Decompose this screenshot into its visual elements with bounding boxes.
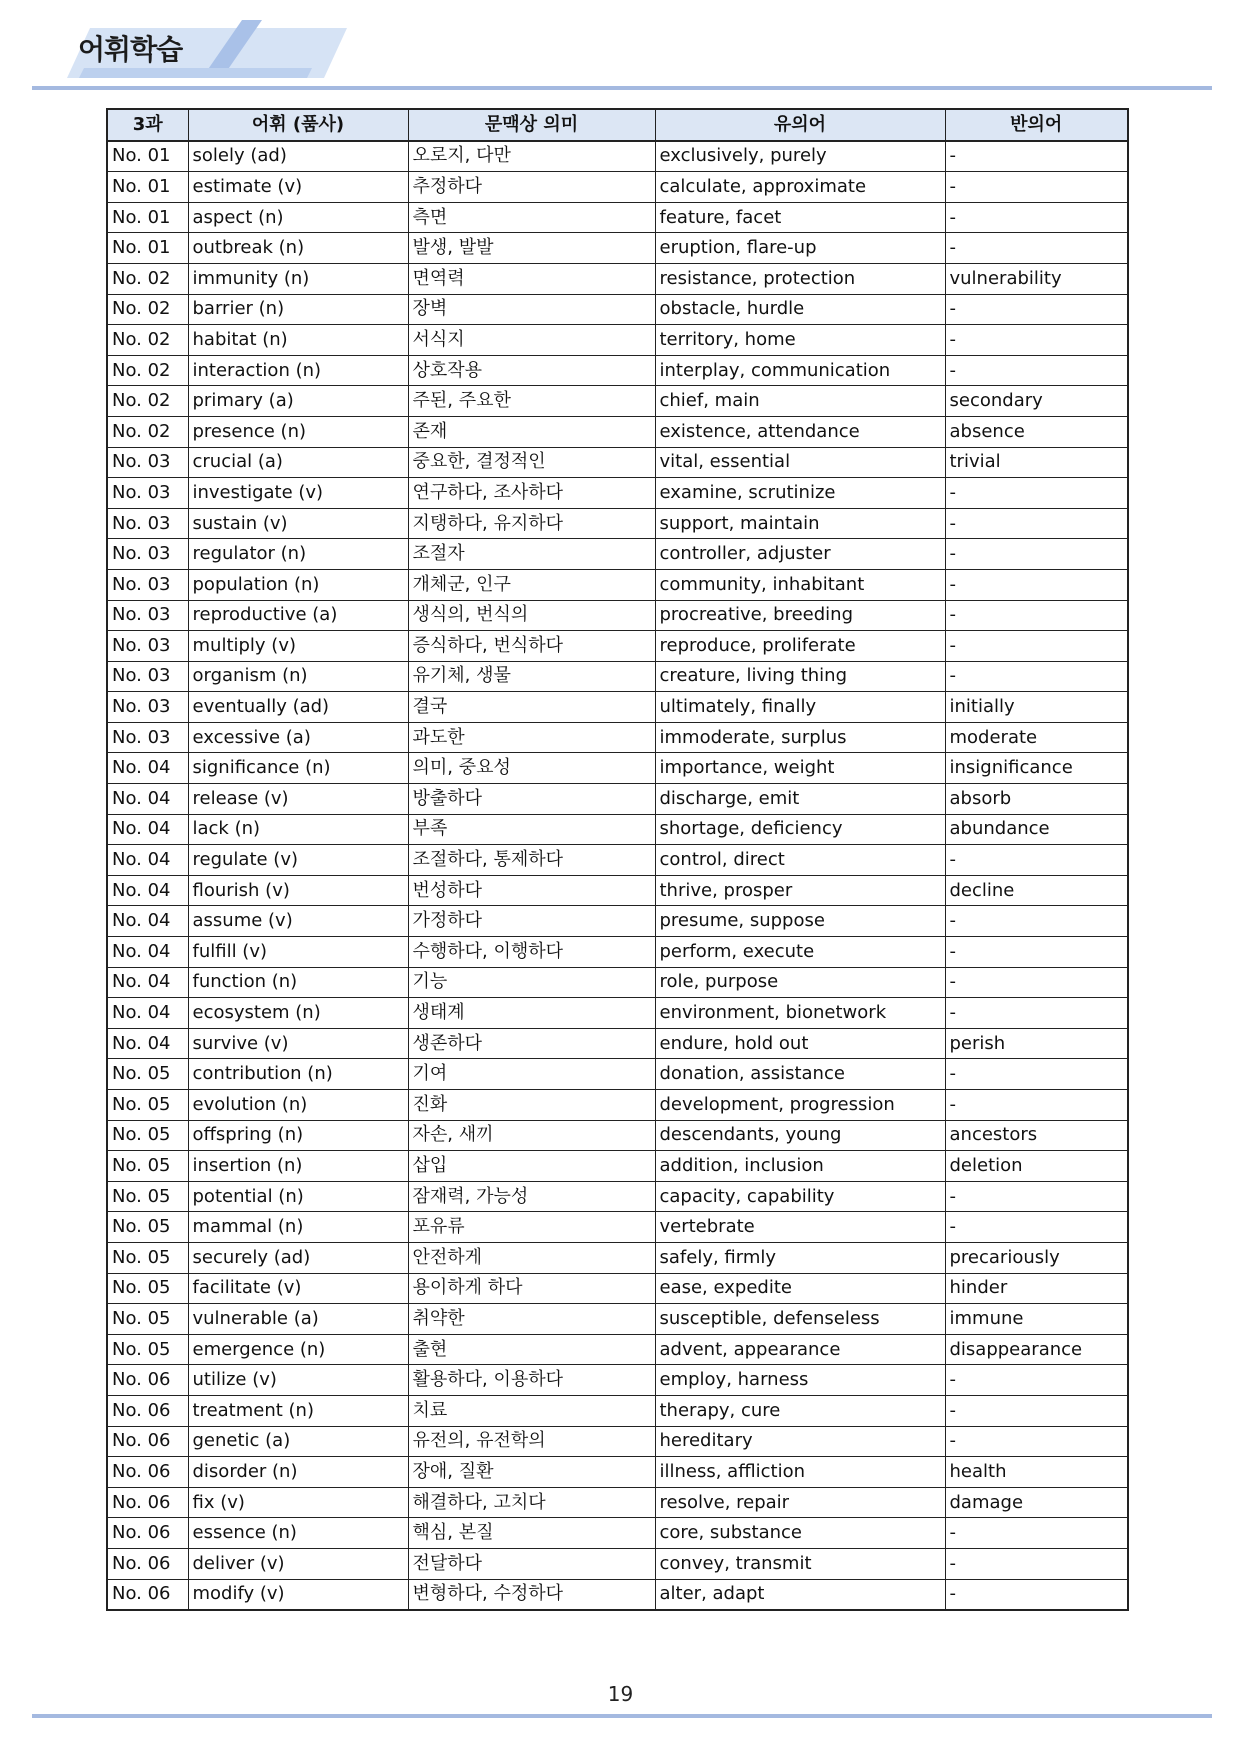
cell-antonyms: - bbox=[945, 325, 1128, 356]
cell-meaning: 발생, 발발 bbox=[408, 233, 655, 264]
cell-synonyms: employ, harness bbox=[655, 1365, 945, 1396]
cell-synonyms: endure, hold out bbox=[655, 1028, 945, 1059]
cell-lesson: No. 03 bbox=[107, 478, 188, 509]
cell-lesson: No. 03 bbox=[107, 722, 188, 753]
cell-synonyms: reproduce, proliferate bbox=[655, 631, 945, 662]
cell-lesson: No. 04 bbox=[107, 967, 188, 998]
cell-meaning: 조절하다, 통제하다 bbox=[408, 845, 655, 876]
cell-synonyms: vital, essential bbox=[655, 447, 945, 478]
cell-antonyms: - bbox=[945, 845, 1128, 876]
cell-synonyms: controller, adjuster bbox=[655, 539, 945, 570]
cell-antonyms: - bbox=[945, 569, 1128, 600]
cell-antonyms: - bbox=[945, 631, 1128, 662]
cell-word: flourish (v) bbox=[188, 875, 408, 906]
cell-antonyms: precariously bbox=[945, 1242, 1128, 1273]
cell-lesson: No. 03 bbox=[107, 508, 188, 539]
cell-antonyms: abundance bbox=[945, 814, 1128, 845]
cell-meaning: 지탱하다, 유지하다 bbox=[408, 508, 655, 539]
cell-meaning: 오로지, 다만 bbox=[408, 141, 655, 172]
cell-lesson: No. 06 bbox=[107, 1395, 188, 1426]
cell-antonyms: hinder bbox=[945, 1273, 1128, 1304]
cell-lesson: No. 02 bbox=[107, 294, 188, 325]
table-row bbox=[107, 355, 1128, 386]
cell-synonyms: susceptible, defenseless bbox=[655, 1304, 945, 1335]
cell-antonyms: decline bbox=[945, 875, 1128, 906]
cell-synonyms: examine, scrutinize bbox=[655, 478, 945, 509]
cell-antonyms: - bbox=[945, 1426, 1128, 1457]
table-row bbox=[107, 692, 1128, 723]
top-divider bbox=[32, 86, 1212, 90]
table-row bbox=[107, 937, 1128, 968]
cell-lesson: No. 05 bbox=[107, 1090, 188, 1121]
table-row bbox=[107, 1304, 1128, 1335]
cell-meaning: 치료 bbox=[408, 1395, 655, 1426]
cell-synonyms: ease, expedite bbox=[655, 1273, 945, 1304]
cell-lesson: No. 04 bbox=[107, 784, 188, 815]
table-row bbox=[107, 875, 1128, 906]
cell-synonyms: exclusively, purely bbox=[655, 141, 945, 172]
cell-lesson: No. 06 bbox=[107, 1548, 188, 1579]
cell-lesson: No. 03 bbox=[107, 539, 188, 570]
cell-synonyms: hereditary bbox=[655, 1426, 945, 1457]
table-row bbox=[107, 722, 1128, 753]
cell-synonyms: advent, appearance bbox=[655, 1334, 945, 1365]
cell-meaning: 유전의, 유전학의 bbox=[408, 1426, 655, 1457]
cell-lesson: No. 06 bbox=[107, 1518, 188, 1549]
column-header-antonyms: 반의어 bbox=[945, 109, 1128, 141]
cell-meaning: 핵심, 본질 bbox=[408, 1518, 655, 1549]
cell-meaning: 부족 bbox=[408, 814, 655, 845]
cell-meaning: 변형하다, 수정하다 bbox=[408, 1579, 655, 1610]
cell-meaning: 안전하게 bbox=[408, 1242, 655, 1273]
table-row bbox=[107, 1426, 1128, 1457]
cell-word: utilize (v) bbox=[188, 1365, 408, 1396]
cell-word: mammal (n) bbox=[188, 1212, 408, 1243]
cell-word: insertion (n) bbox=[188, 1151, 408, 1182]
table-row bbox=[107, 294, 1128, 325]
cell-word: offspring (n) bbox=[188, 1120, 408, 1151]
cell-lesson: No. 06 bbox=[107, 1426, 188, 1457]
cell-synonyms: core, substance bbox=[655, 1518, 945, 1549]
cell-meaning: 취약한 bbox=[408, 1304, 655, 1335]
cell-antonyms: - bbox=[945, 202, 1128, 233]
cell-meaning: 결국 bbox=[408, 692, 655, 723]
table-row bbox=[107, 1273, 1128, 1304]
cell-antonyms: - bbox=[945, 906, 1128, 937]
vocabulary-table bbox=[106, 108, 1129, 1611]
cell-antonyms: - bbox=[945, 355, 1128, 386]
cell-word: modify (v) bbox=[188, 1579, 408, 1610]
cell-meaning: 면역력 bbox=[408, 263, 655, 294]
cell-meaning: 주된, 주요한 bbox=[408, 386, 655, 417]
cell-lesson: No. 05 bbox=[107, 1334, 188, 1365]
cell-antonyms: vulnerability bbox=[945, 263, 1128, 294]
table-row bbox=[107, 1181, 1128, 1212]
cell-word: eventually (ad) bbox=[188, 692, 408, 723]
cell-lesson: No. 04 bbox=[107, 753, 188, 784]
cell-synonyms: ultimately, finally bbox=[655, 692, 945, 723]
cell-synonyms: resistance, protection bbox=[655, 263, 945, 294]
cell-meaning: 의미, 중요성 bbox=[408, 753, 655, 784]
table-row bbox=[107, 753, 1128, 784]
cell-synonyms: control, direct bbox=[655, 845, 945, 876]
cell-synonyms: presume, suppose bbox=[655, 906, 945, 937]
table-row bbox=[107, 539, 1128, 570]
cell-meaning: 용이하게 하다 bbox=[408, 1273, 655, 1304]
cell-antonyms: - bbox=[945, 294, 1128, 325]
cell-synonyms: eruption, flare-up bbox=[655, 233, 945, 264]
cell-antonyms: absence bbox=[945, 416, 1128, 447]
cell-meaning: 기능 bbox=[408, 967, 655, 998]
cell-meaning: 기여 bbox=[408, 1059, 655, 1090]
cell-synonyms: perform, execute bbox=[655, 937, 945, 968]
cell-meaning: 서식지 bbox=[408, 325, 655, 356]
cell-word: release (v) bbox=[188, 784, 408, 815]
cell-word: survive (v) bbox=[188, 1028, 408, 1059]
cell-meaning: 생태계 bbox=[408, 998, 655, 1029]
cell-word: regulate (v) bbox=[188, 845, 408, 876]
cell-word: significance (n) bbox=[188, 753, 408, 784]
cell-antonyms: perish bbox=[945, 1028, 1128, 1059]
cell-synonyms: immoderate, surplus bbox=[655, 722, 945, 753]
cell-synonyms: community, inhabitant bbox=[655, 569, 945, 600]
cell-synonyms: resolve, repair bbox=[655, 1487, 945, 1518]
cell-meaning: 과도한 bbox=[408, 722, 655, 753]
cell-lesson: No. 02 bbox=[107, 325, 188, 356]
cell-synonyms: role, purpose bbox=[655, 967, 945, 998]
cell-antonyms: absorb bbox=[945, 784, 1128, 815]
cell-meaning: 존재 bbox=[408, 416, 655, 447]
cell-lesson: No. 04 bbox=[107, 875, 188, 906]
cell-word: presence (n) bbox=[188, 416, 408, 447]
table-row bbox=[107, 1212, 1128, 1243]
cell-synonyms: support, maintain bbox=[655, 508, 945, 539]
cell-synonyms: vertebrate bbox=[655, 1212, 945, 1243]
table-row bbox=[107, 569, 1128, 600]
cell-word: excessive (a) bbox=[188, 722, 408, 753]
cell-synonyms: descendants, young bbox=[655, 1120, 945, 1151]
cell-antonyms: - bbox=[945, 141, 1128, 172]
table-row bbox=[107, 1365, 1128, 1396]
cell-synonyms: thrive, prosper bbox=[655, 875, 945, 906]
cell-lesson: No. 02 bbox=[107, 263, 188, 294]
cell-meaning: 진화 bbox=[408, 1090, 655, 1121]
cell-meaning: 장애, 질환 bbox=[408, 1457, 655, 1488]
cell-meaning: 번성하다 bbox=[408, 875, 655, 906]
cell-lesson: No. 01 bbox=[107, 202, 188, 233]
cell-synonyms: procreative, breeding bbox=[655, 600, 945, 631]
table-row bbox=[107, 202, 1128, 233]
bottom-divider bbox=[32, 1714, 1212, 1718]
cell-antonyms: moderate bbox=[945, 722, 1128, 753]
table-row bbox=[107, 325, 1128, 356]
table-row bbox=[107, 141, 1128, 172]
cell-word: emergence (n) bbox=[188, 1334, 408, 1365]
table-row bbox=[107, 1548, 1128, 1579]
cell-word: barrier (n) bbox=[188, 294, 408, 325]
cell-antonyms: ancestors bbox=[945, 1120, 1128, 1151]
cell-meaning: 자손, 새끼 bbox=[408, 1120, 655, 1151]
cell-word: outbreak (n) bbox=[188, 233, 408, 264]
column-header-word: 어휘 (품사) bbox=[188, 109, 408, 141]
cell-lesson: No. 06 bbox=[107, 1579, 188, 1610]
cell-antonyms: health bbox=[945, 1457, 1128, 1488]
cell-word: facilitate (v) bbox=[188, 1273, 408, 1304]
table-row bbox=[107, 600, 1128, 631]
cell-meaning: 장벽 bbox=[408, 294, 655, 325]
cell-synonyms: environment, bionetwork bbox=[655, 998, 945, 1029]
cell-meaning: 조절자 bbox=[408, 539, 655, 570]
cell-lesson: No. 03 bbox=[107, 631, 188, 662]
cell-word: evolution (n) bbox=[188, 1090, 408, 1121]
table-row bbox=[107, 1120, 1128, 1151]
cell-meaning: 해결하다, 고치다 bbox=[408, 1487, 655, 1518]
cell-lesson: No. 06 bbox=[107, 1365, 188, 1396]
cell-antonyms: - bbox=[945, 600, 1128, 631]
cell-meaning: 추정하다 bbox=[408, 172, 655, 203]
cell-antonyms: - bbox=[945, 1212, 1128, 1243]
cell-lesson: No. 04 bbox=[107, 845, 188, 876]
cell-synonyms: convey, transmit bbox=[655, 1548, 945, 1579]
cell-antonyms: - bbox=[945, 1365, 1128, 1396]
cell-synonyms: capacity, capability bbox=[655, 1181, 945, 1212]
cell-antonyms: - bbox=[945, 233, 1128, 264]
cell-lesson: No. 01 bbox=[107, 141, 188, 172]
cell-word: contribution (n) bbox=[188, 1059, 408, 1090]
cell-synonyms: obstacle, hurdle bbox=[655, 294, 945, 325]
cell-lesson: No. 04 bbox=[107, 906, 188, 937]
cell-meaning: 중요한, 결정적인 bbox=[408, 447, 655, 478]
cell-word: assume (v) bbox=[188, 906, 408, 937]
cell-lesson: No. 04 bbox=[107, 1028, 188, 1059]
cell-lesson: No. 01 bbox=[107, 172, 188, 203]
cell-synonyms: interplay, communication bbox=[655, 355, 945, 386]
cell-synonyms: development, progression bbox=[655, 1090, 945, 1121]
table-row bbox=[107, 263, 1128, 294]
cell-lesson: No. 04 bbox=[107, 814, 188, 845]
table-row bbox=[107, 1395, 1128, 1426]
cell-lesson: No. 06 bbox=[107, 1487, 188, 1518]
cell-synonyms: existence, attendance bbox=[655, 416, 945, 447]
cell-lesson: No. 01 bbox=[107, 233, 188, 264]
cell-lesson: No. 05 bbox=[107, 1304, 188, 1335]
table-row bbox=[107, 998, 1128, 1029]
table-row bbox=[107, 172, 1128, 203]
cell-synonyms: chief, main bbox=[655, 386, 945, 417]
cell-antonyms: - bbox=[945, 1518, 1128, 1549]
table-row bbox=[107, 1151, 1128, 1182]
cell-word: organism (n) bbox=[188, 661, 408, 692]
cell-lesson: No. 05 bbox=[107, 1212, 188, 1243]
cell-word: disorder (n) bbox=[188, 1457, 408, 1488]
cell-synonyms: creature, living thing bbox=[655, 661, 945, 692]
cell-synonyms: importance, weight bbox=[655, 753, 945, 784]
column-header-lesson: 3과 bbox=[107, 109, 188, 141]
cell-meaning: 측면 bbox=[408, 202, 655, 233]
table-row bbox=[107, 631, 1128, 662]
cell-synonyms: alter, adapt bbox=[655, 1579, 945, 1610]
cell-antonyms: - bbox=[945, 661, 1128, 692]
cell-word: vulnerable (a) bbox=[188, 1304, 408, 1335]
cell-antonyms: - bbox=[945, 1059, 1128, 1090]
column-header-meaning: 문맥상 의미 bbox=[408, 109, 655, 141]
cell-lesson: No. 05 bbox=[107, 1273, 188, 1304]
cell-meaning: 상호작용 bbox=[408, 355, 655, 386]
cell-antonyms: - bbox=[945, 937, 1128, 968]
cell-lesson: No. 05 bbox=[107, 1120, 188, 1151]
cell-word: fulfill (v) bbox=[188, 937, 408, 968]
page-title: 어휘학습 bbox=[78, 33, 183, 66]
cell-word: interaction (n) bbox=[188, 355, 408, 386]
cell-synonyms: calculate, approximate bbox=[655, 172, 945, 203]
cell-antonyms: - bbox=[945, 1579, 1128, 1610]
cell-lesson: No. 02 bbox=[107, 416, 188, 447]
cell-word: ecosystem (n) bbox=[188, 998, 408, 1029]
table-row bbox=[107, 416, 1128, 447]
cell-antonyms: - bbox=[945, 478, 1128, 509]
cell-antonyms: - bbox=[945, 539, 1128, 570]
cell-antonyms: initially bbox=[945, 692, 1128, 723]
cell-lesson: No. 03 bbox=[107, 600, 188, 631]
column-header-synonyms: 유의어 bbox=[655, 109, 945, 141]
cell-meaning: 활용하다, 이용하다 bbox=[408, 1365, 655, 1396]
cell-word: potential (n) bbox=[188, 1181, 408, 1212]
cell-antonyms: secondary bbox=[945, 386, 1128, 417]
cell-word: crucial (a) bbox=[188, 447, 408, 478]
table-row bbox=[107, 1487, 1128, 1518]
cell-synonyms: illness, affliction bbox=[655, 1457, 945, 1488]
cell-word: aspect (n) bbox=[188, 202, 408, 233]
cell-lesson: No. 03 bbox=[107, 447, 188, 478]
table-row bbox=[107, 814, 1128, 845]
cell-lesson: No. 03 bbox=[107, 569, 188, 600]
cell-lesson: No. 03 bbox=[107, 661, 188, 692]
table-row bbox=[107, 1518, 1128, 1549]
cell-word: fix (v) bbox=[188, 1487, 408, 1518]
cell-antonyms: insignificance bbox=[945, 753, 1128, 784]
cell-word: multiply (v) bbox=[188, 631, 408, 662]
cell-word: genetic (a) bbox=[188, 1426, 408, 1457]
cell-antonyms: deletion bbox=[945, 1151, 1128, 1182]
cell-word: deliver (v) bbox=[188, 1548, 408, 1579]
cell-word: lack (n) bbox=[188, 814, 408, 845]
cell-lesson: No. 02 bbox=[107, 355, 188, 386]
table-row bbox=[107, 845, 1128, 876]
cell-meaning: 연구하다, 조사하다 bbox=[408, 478, 655, 509]
cell-meaning: 방출하다 bbox=[408, 784, 655, 815]
cell-lesson: No. 05 bbox=[107, 1242, 188, 1273]
cell-word: primary (a) bbox=[188, 386, 408, 417]
cell-word: reproductive (a) bbox=[188, 600, 408, 631]
cell-word: function (n) bbox=[188, 967, 408, 998]
table-row bbox=[107, 784, 1128, 815]
cell-meaning: 전달하다 bbox=[408, 1548, 655, 1579]
cell-meaning: 증식하다, 번식하다 bbox=[408, 631, 655, 662]
cell-antonyms: - bbox=[945, 967, 1128, 998]
cell-synonyms: territory, home bbox=[655, 325, 945, 356]
cell-word: sustain (v) bbox=[188, 508, 408, 539]
cell-lesson: No. 05 bbox=[107, 1181, 188, 1212]
table-row bbox=[107, 508, 1128, 539]
table-row bbox=[107, 1028, 1128, 1059]
cell-antonyms: damage bbox=[945, 1487, 1128, 1518]
table-row bbox=[107, 1242, 1128, 1273]
cell-lesson: No. 05 bbox=[107, 1151, 188, 1182]
cell-word: regulator (n) bbox=[188, 539, 408, 570]
cell-synonyms: feature, facet bbox=[655, 202, 945, 233]
cell-meaning: 가정하다 bbox=[408, 906, 655, 937]
cell-antonyms: - bbox=[945, 1181, 1128, 1212]
cell-word: immunity (n) bbox=[188, 263, 408, 294]
cell-synonyms: donation, assistance bbox=[655, 1059, 945, 1090]
cell-word: solely (ad) bbox=[188, 141, 408, 172]
cell-synonyms: shortage, deficiency bbox=[655, 814, 945, 845]
page-number: 19 bbox=[607, 1682, 634, 1706]
table-row bbox=[107, 906, 1128, 937]
cell-lesson: No. 06 bbox=[107, 1457, 188, 1488]
cell-word: investigate (v) bbox=[188, 478, 408, 509]
cell-meaning: 개체군, 인구 bbox=[408, 569, 655, 600]
cell-meaning: 삽입 bbox=[408, 1151, 655, 1182]
cell-meaning: 출현 bbox=[408, 1334, 655, 1365]
cell-synonyms: addition, inclusion bbox=[655, 1151, 945, 1182]
cell-word: population (n) bbox=[188, 569, 408, 600]
cell-word: essence (n) bbox=[188, 1518, 408, 1549]
cell-antonyms: - bbox=[945, 1395, 1128, 1426]
cell-meaning: 수행하다, 이행하다 bbox=[408, 937, 655, 968]
cell-word: treatment (n) bbox=[188, 1395, 408, 1426]
table-row bbox=[107, 1334, 1128, 1365]
table-row bbox=[107, 447, 1128, 478]
cell-meaning: 유기체, 생물 bbox=[408, 661, 655, 692]
cell-lesson: No. 02 bbox=[107, 386, 188, 417]
cell-synonyms: safely, firmly bbox=[655, 1242, 945, 1273]
table-row bbox=[107, 1579, 1128, 1610]
cell-meaning: 포유류 bbox=[408, 1212, 655, 1243]
table-header-row bbox=[107, 109, 1128, 141]
cell-synonyms: therapy, cure bbox=[655, 1395, 945, 1426]
cell-word: habitat (n) bbox=[188, 325, 408, 356]
cell-meaning: 생존하다 bbox=[408, 1028, 655, 1059]
cell-antonyms: - bbox=[945, 1548, 1128, 1579]
cell-antonyms: - bbox=[945, 172, 1128, 203]
table-row bbox=[107, 386, 1128, 417]
cell-antonyms: trivial bbox=[945, 447, 1128, 478]
table-row bbox=[107, 1059, 1128, 1090]
table-row bbox=[107, 1090, 1128, 1121]
table-row bbox=[107, 478, 1128, 509]
table-row bbox=[107, 967, 1128, 998]
cell-word: estimate (v) bbox=[188, 172, 408, 203]
table-row bbox=[107, 1457, 1128, 1488]
cell-meaning: 생식의, 번식의 bbox=[408, 600, 655, 631]
cell-word: securely (ad) bbox=[188, 1242, 408, 1273]
cell-antonyms: - bbox=[945, 998, 1128, 1029]
cell-lesson: No. 03 bbox=[107, 692, 188, 723]
cell-lesson: No. 04 bbox=[107, 937, 188, 968]
table-row bbox=[107, 661, 1128, 692]
cell-antonyms: immune bbox=[945, 1304, 1128, 1335]
cell-antonyms: - bbox=[945, 508, 1128, 539]
cell-antonyms: disappearance bbox=[945, 1334, 1128, 1365]
cell-antonyms: - bbox=[945, 1090, 1128, 1121]
cell-lesson: No. 04 bbox=[107, 998, 188, 1029]
table-row bbox=[107, 233, 1128, 264]
cell-synonyms: discharge, emit bbox=[655, 784, 945, 815]
cell-meaning: 잠재력, 가능성 bbox=[408, 1181, 655, 1212]
cell-lesson: No. 05 bbox=[107, 1059, 188, 1090]
